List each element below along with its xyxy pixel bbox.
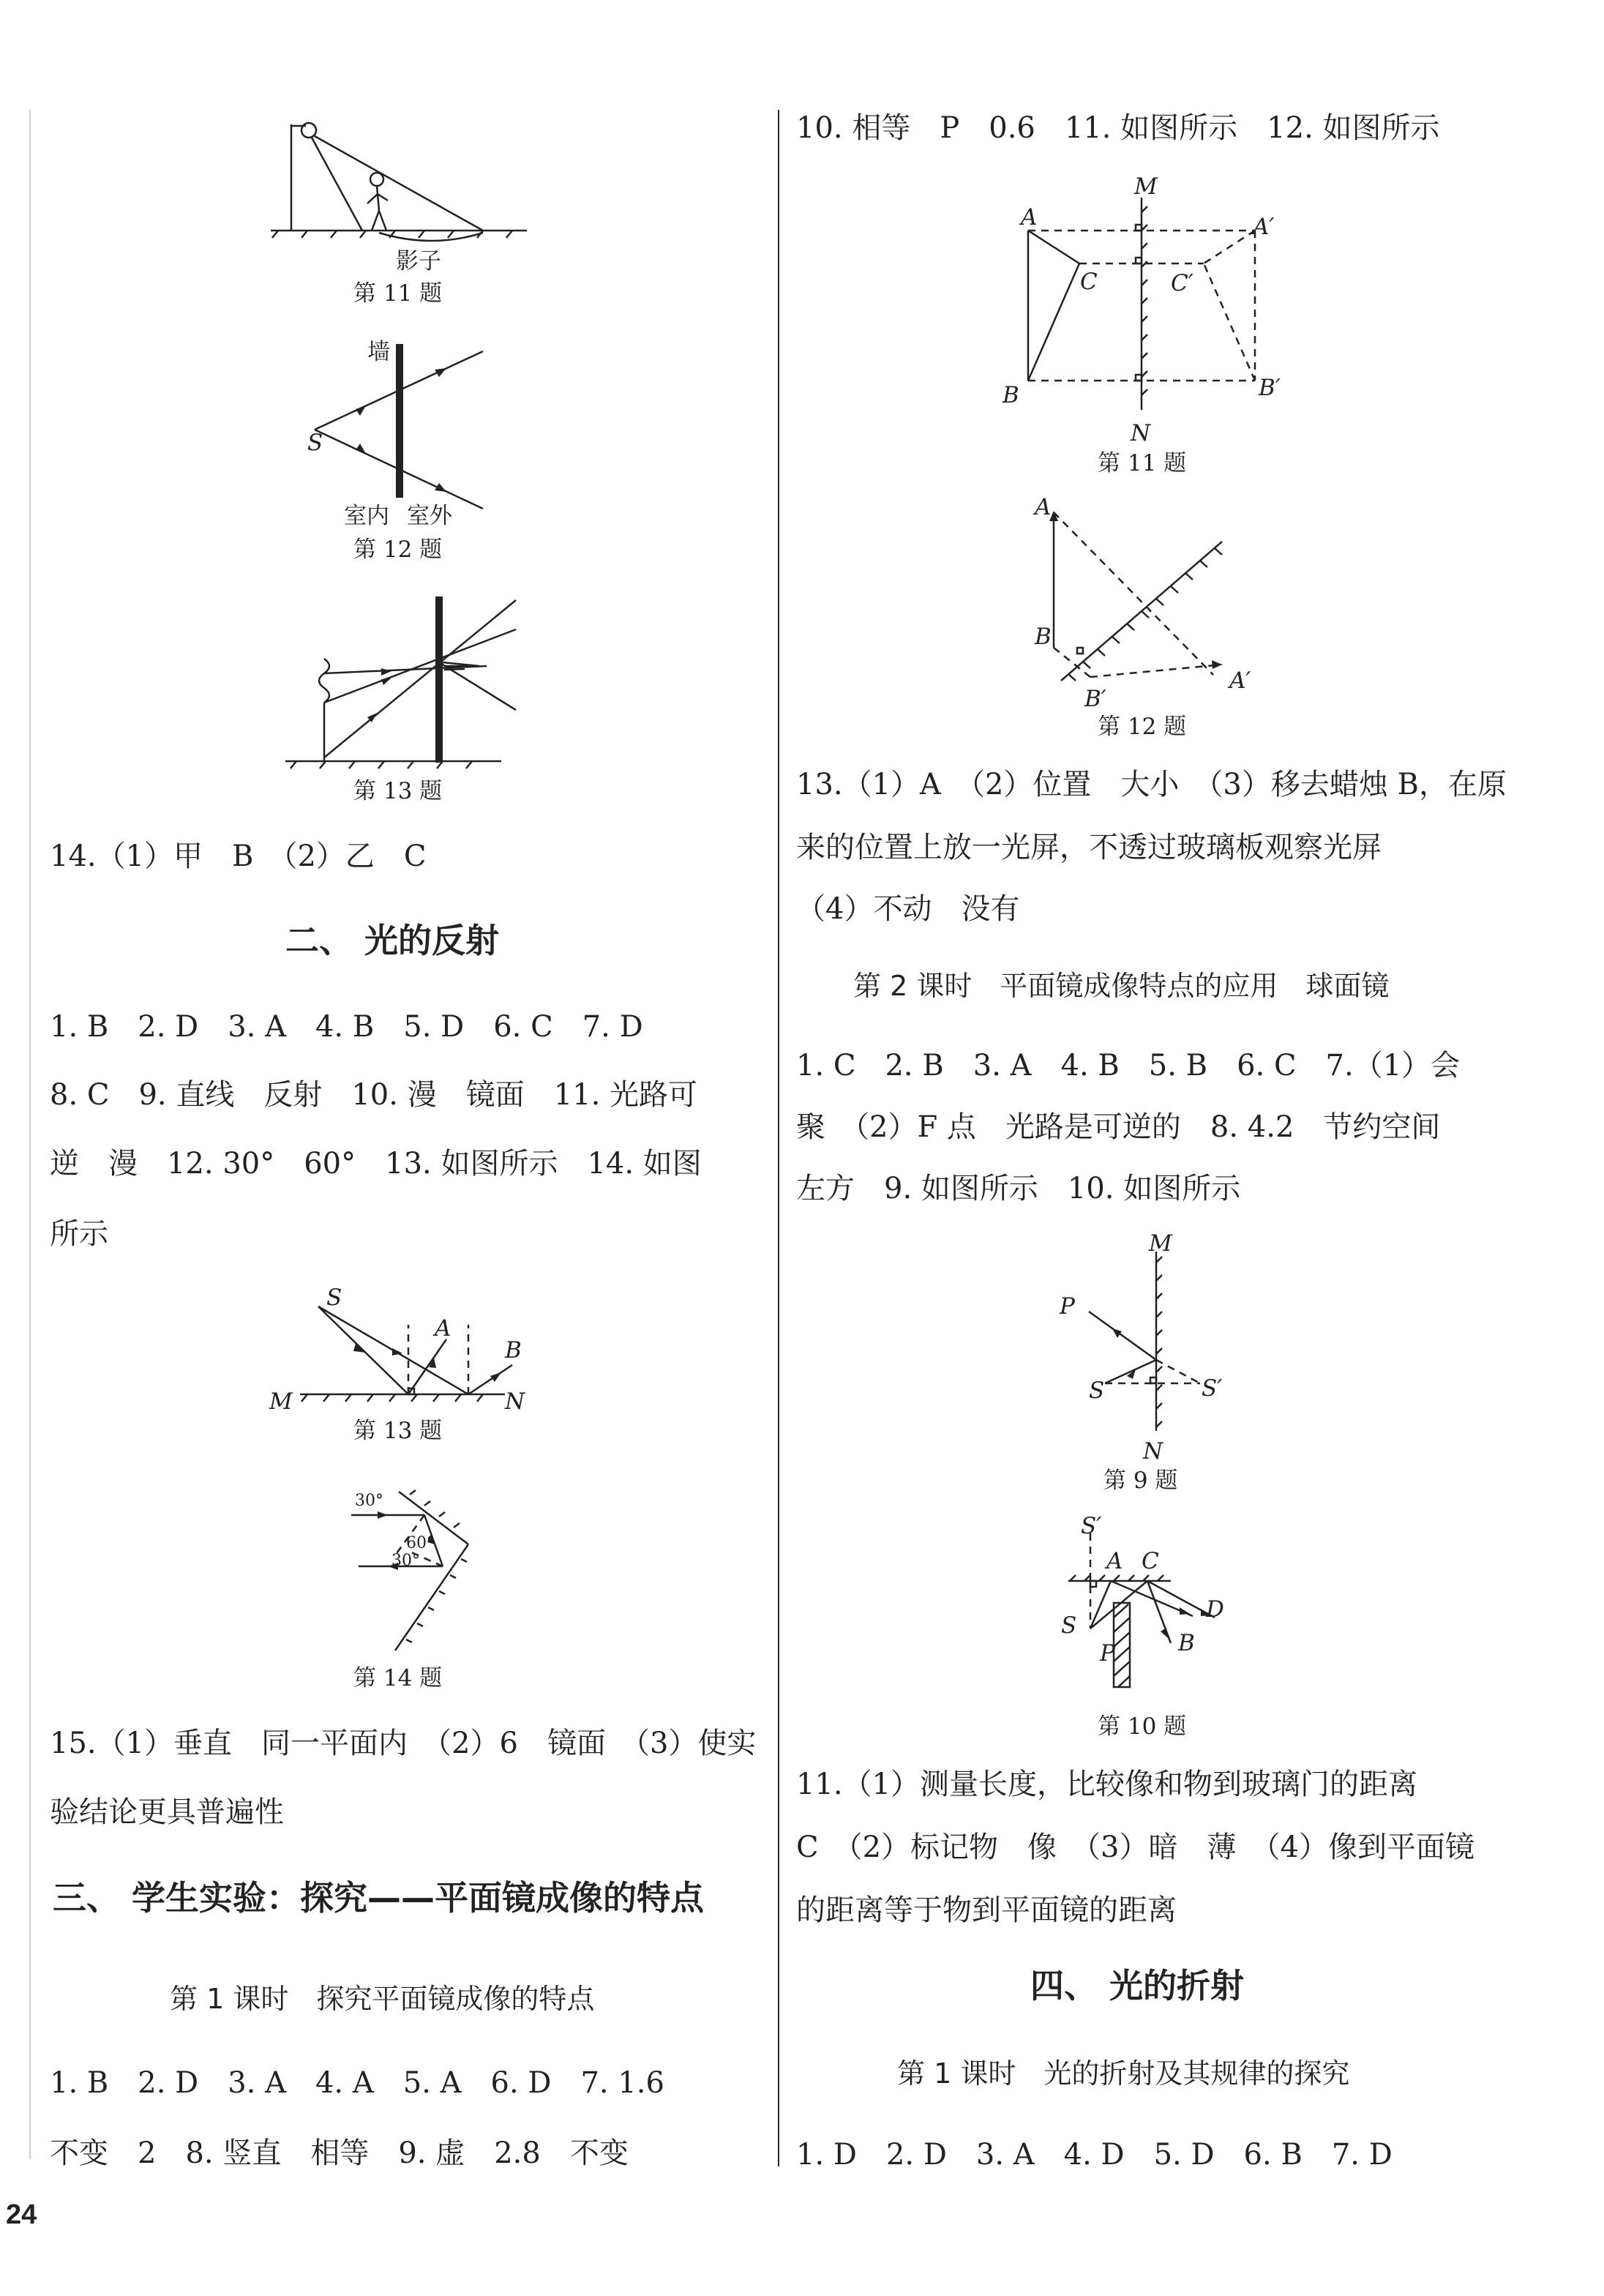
point-c-prime-label: C′ <box>1171 270 1193 296</box>
point-a-label: A <box>1035 494 1052 520</box>
point-b-label: B <box>1002 382 1019 408</box>
section-title-refraction: 四、 光的折射 <box>1030 1966 1245 2005</box>
page-number: 24 <box>6 2199 37 2230</box>
point-p-label: P <box>1100 1640 1115 1667</box>
answer-line-q13: 来的位置上放一光屏，不透过玻璃板观察光屏 <box>796 831 1382 864</box>
figure-wall-light <box>307 333 498 509</box>
answer-line-q13: 13.（1）A （2）位置 大小 （3）移去蜡烛 B，在原 <box>796 768 1507 801</box>
point-a-prime-label: A′ <box>1229 668 1251 694</box>
figure-caption: 第 12 题 <box>353 536 443 563</box>
figure-caption: 第 12 题 <box>1098 714 1187 740</box>
lesson-title: 第 1 课时 探究平面镜成像的特点 <box>170 1983 595 2015</box>
answer-line: 1. B 2. D 3. A 4. B 5. D 6. C 7. D <box>50 1010 643 1044</box>
point-s-label: S <box>307 430 323 456</box>
figure-lamp-shadow <box>263 110 541 242</box>
point-b-label: B <box>1035 624 1052 650</box>
point-s-label: S <box>1061 1612 1077 1639</box>
point-c-label: C <box>1142 1548 1159 1574</box>
answer-line: 所示 <box>50 1217 108 1251</box>
point-b-prime-label: B′ <box>1259 375 1281 401</box>
point-b-prime-label: B′ <box>1084 686 1106 712</box>
point-a-prime-label: A′ <box>1253 214 1275 240</box>
answer-line: 8. C 9. 直线 反射 10. 漫 镜面 11. 光路可 <box>50 1078 698 1112</box>
column-divider <box>778 110 779 2166</box>
lesson-title: 第 1 课时 光的折射及其规律的探究 <box>897 2057 1350 2090</box>
answer-line-q11: C （2）标记物 像 （3）暗 薄 （4）像到平面镜 <box>796 1831 1474 1864</box>
figure-reflection-mn <box>285 1295 534 1413</box>
answer-line: 逆 漫 12. 30° 60° 13. 如图所示 14. 如图 <box>50 1147 702 1181</box>
figure-caption: 第 11 题 <box>1098 450 1187 476</box>
answer-line: 不变 2 8. 竖直 相等 9. 虚 2.8 不变 <box>50 2136 629 2170</box>
figure-caption: 第 11 题 <box>353 280 443 307</box>
figure-caption: 第 13 题 <box>353 778 443 804</box>
point-s-label: S <box>326 1285 342 1311</box>
angle-label: 30° <box>391 1552 420 1570</box>
indoor-label: 室内 <box>344 503 389 529</box>
answer-line-top: 10. 相等 P 0.6 11. 如图所示 12. 如图所示 <box>796 111 1440 145</box>
answer-line-q11: 的距离等于物到平面镜的距离 <box>796 1893 1177 1927</box>
point-p-label: P <box>1060 1293 1075 1320</box>
section-title-reflection: 二、 光的反射 <box>285 921 500 960</box>
figure-caption: 第 9 题 <box>1103 1467 1178 1494</box>
figure-oblique-mirror <box>1039 498 1259 695</box>
answer-line: 1. B 2. D 3. A 4. A 5. A 6. D 7. 1.6 <box>50 2066 664 2100</box>
point-d-label: D <box>1206 1596 1224 1623</box>
point-s-prime-label: S′ <box>1081 1513 1102 1539</box>
point-m-label: M <box>1134 173 1158 200</box>
angle-label: 60° <box>406 1534 435 1552</box>
point-a-label: A <box>1021 204 1038 231</box>
point-s-label: S <box>1089 1377 1105 1404</box>
point-a-label: A <box>435 1315 451 1342</box>
answer-line-q15: 验结论更具普遍性 <box>50 1795 284 1829</box>
angle-label: 30° <box>355 1492 383 1510</box>
answer-line: 聚 （2）F 点 光路是可逆的 8. 4.2 节约空间 <box>796 1110 1441 1144</box>
shadow-label: 影子 <box>396 248 441 274</box>
answer-line: 1. D 2. D 3. A 4. D 5. D 6. B 7. D <box>796 2138 1393 2172</box>
point-m-label: M <box>269 1388 293 1415</box>
figure-mirror-image-triangle <box>1002 198 1266 410</box>
figure-plant-rays <box>282 593 531 769</box>
point-n-label: N <box>505 1388 525 1415</box>
point-a-label: A <box>1106 1548 1123 1574</box>
section-title-experiment: 三、 学生实验：探究——平面镜成像的特点 <box>53 1878 705 1918</box>
wall-label: 墙 <box>367 339 390 365</box>
point-b-label: B <box>505 1337 522 1364</box>
answer-line: 1. C 2. B 3. A 4. B 5. B 6. C 7.（1）会 <box>796 1049 1461 1082</box>
figure-two-mirrors <box>344 1486 490 1661</box>
answer-line-q14: 14.（1）甲 B （2）乙 C <box>50 840 427 873</box>
point-m-label: M <box>1149 1230 1172 1257</box>
point-c-label: C <box>1080 269 1098 295</box>
figure-caption: 第 14 题 <box>353 1665 443 1691</box>
answer-line: 左方 9. 如图所示 10. 如图所示 <box>796 1172 1241 1205</box>
page-edge-line <box>29 110 31 2159</box>
answer-line-q15: 15.（1）垂直 同一平面内 （2）6 镜面 （3）使实 <box>50 1727 757 1760</box>
point-b-label: B <box>1178 1630 1195 1656</box>
answer-line-q11: 11.（1）测量长度，比较像和物到玻璃门的距离 <box>796 1768 1418 1801</box>
point-n-label: N <box>1143 1438 1163 1465</box>
figure-caption: 第 13 题 <box>353 1418 443 1444</box>
outdoor-label: 室外 <box>407 503 452 529</box>
answer-line-q13: （4）不动 没有 <box>796 892 1020 926</box>
figure-point-mirror <box>1068 1252 1229 1442</box>
point-n-label: N <box>1131 420 1151 446</box>
point-s-prime-label: S′ <box>1202 1375 1223 1402</box>
lesson-title: 第 2 课时 平面镜成像特点的应用 球面镜 <box>853 970 1390 1002</box>
figure-caption: 第 10 题 <box>1098 1713 1187 1740</box>
